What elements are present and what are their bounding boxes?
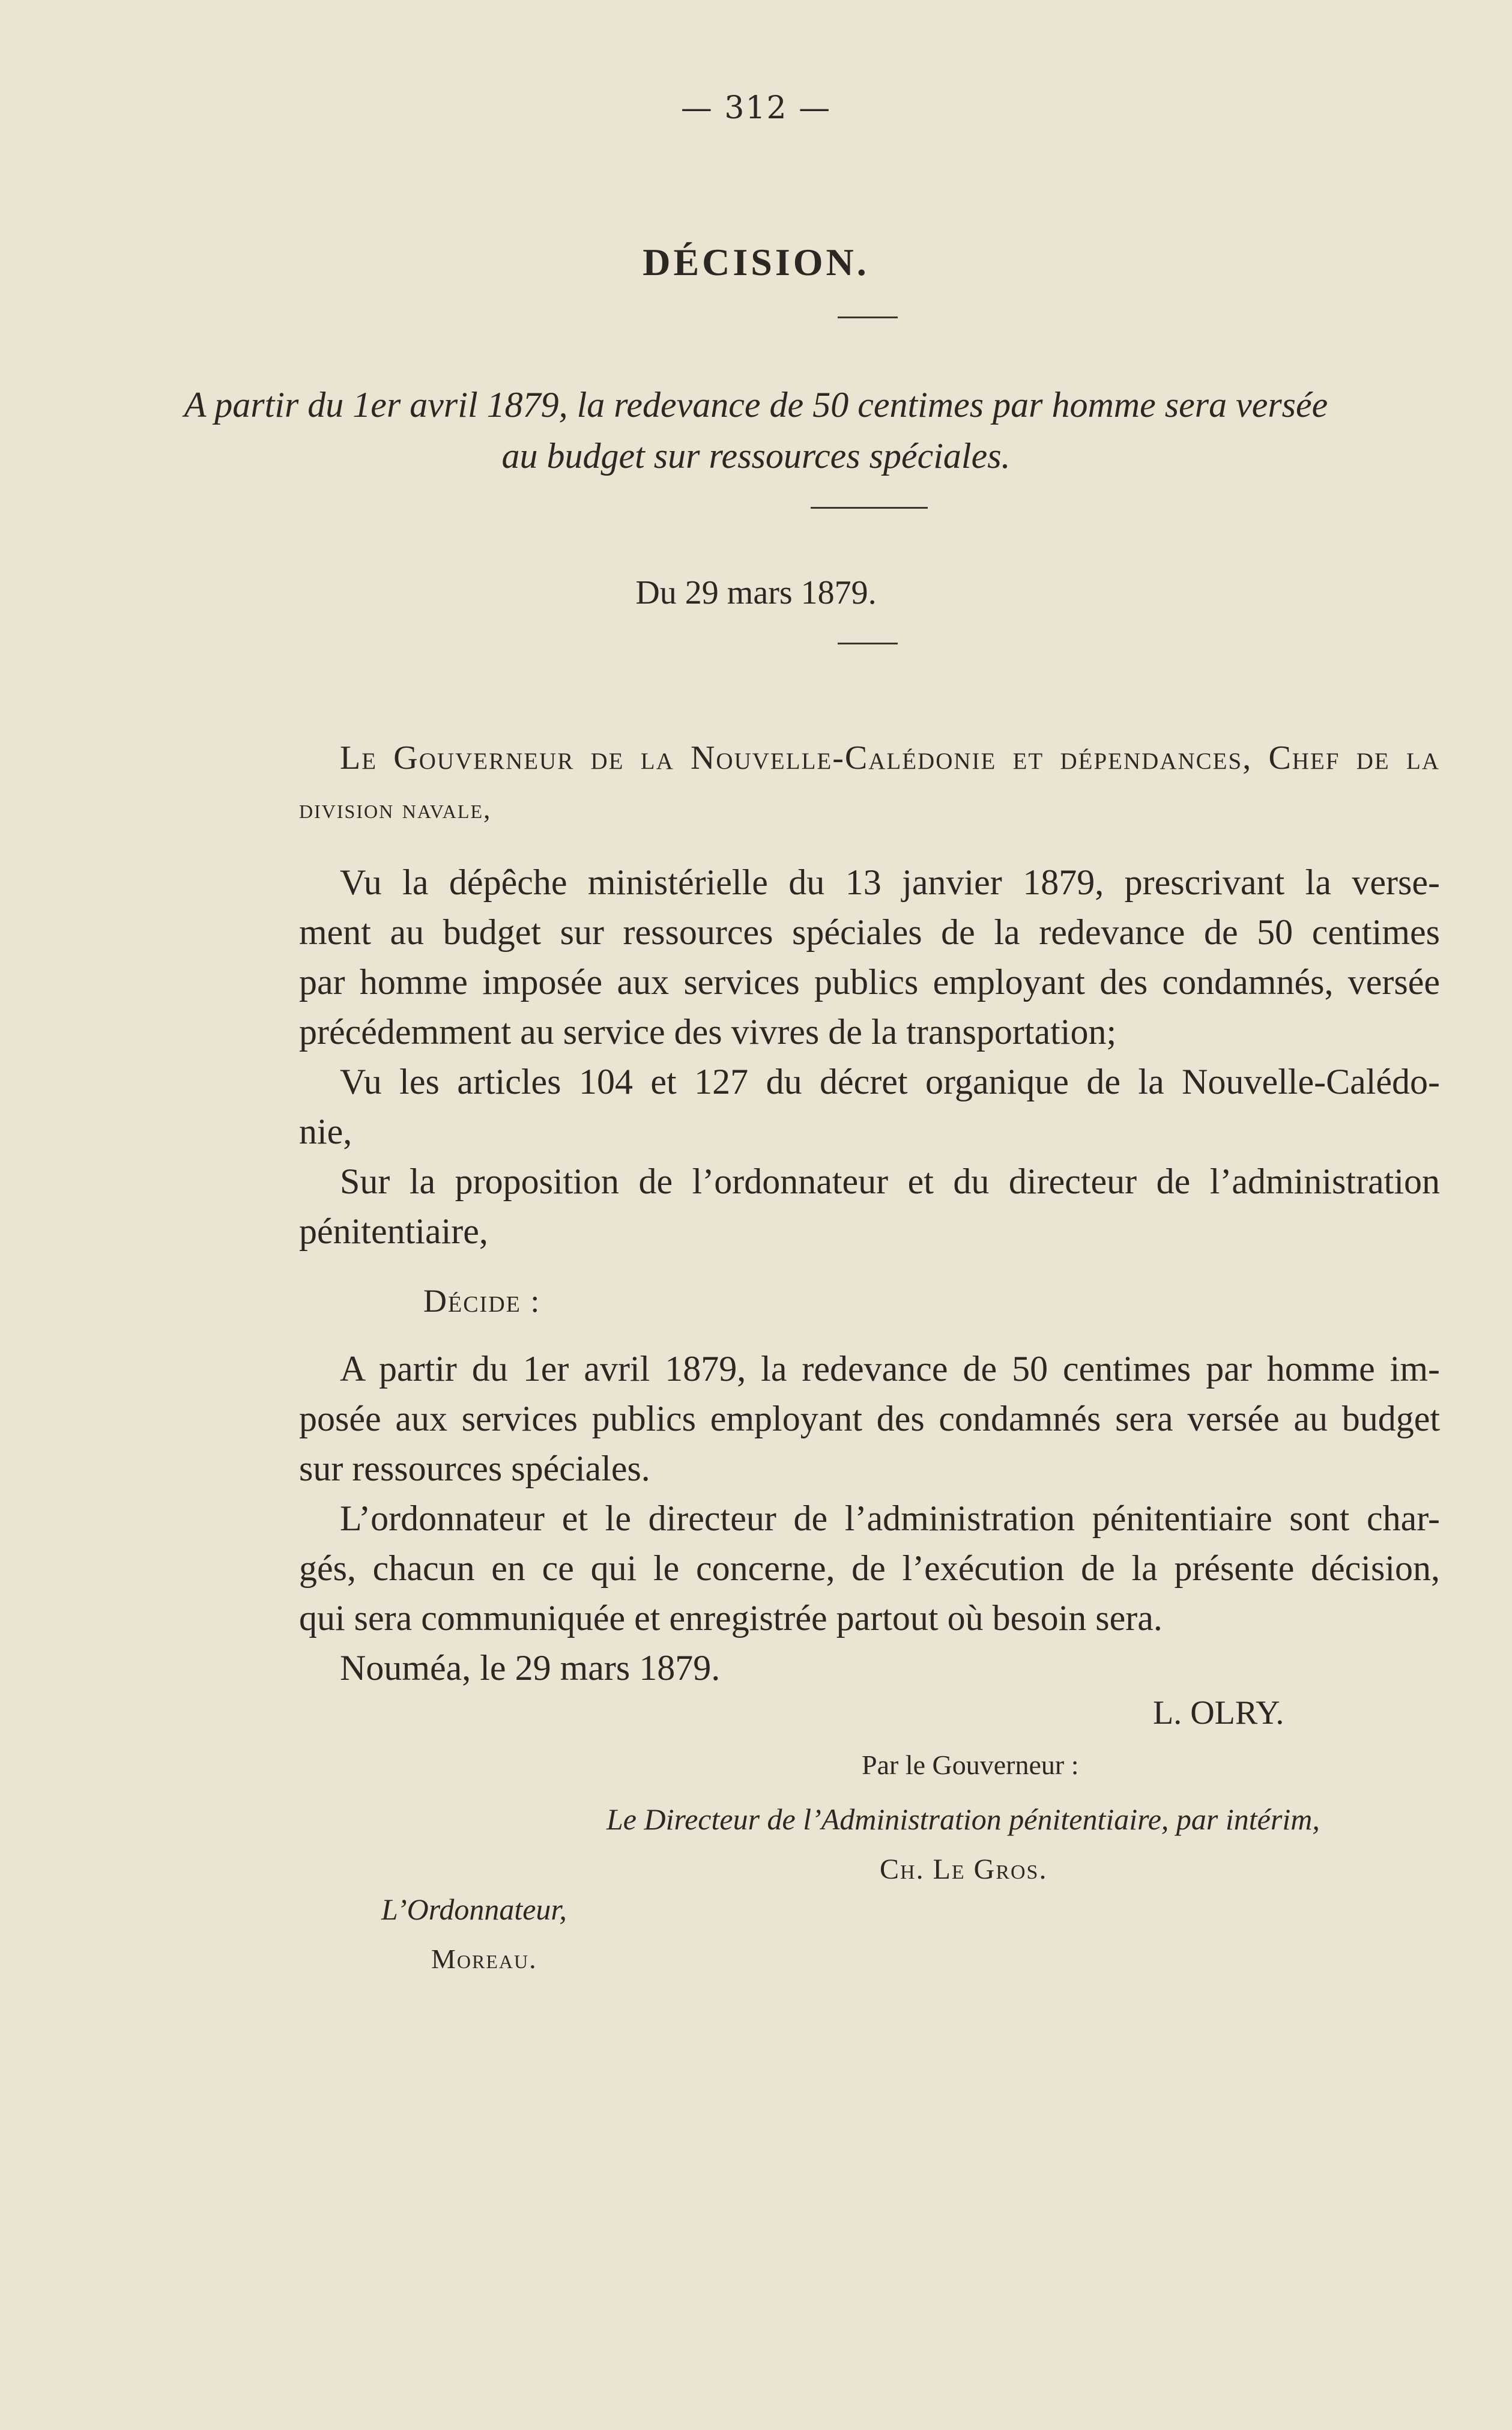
ordonnateur-name: Moreau.	[431, 1944, 537, 1974]
governor-signature: L. OLRY.	[1153, 1694, 1284, 1732]
summary-line-1: A partir du 1er avril 1879, la redevance de 50 centimes par homme sera versée	[184, 385, 1328, 425]
decision-line-7: Nouméa, le 29 mars 1879.	[340, 1648, 721, 1688]
document-title: DÉCISION.	[643, 241, 869, 283]
body-line-8: pénitentiaire,	[299, 1211, 488, 1251]
decision-date: Du 29 mars 1879.	[635, 574, 877, 611]
decide-heading: Décide :	[423, 1283, 541, 1319]
decision-line-5: gés, chacun en ce qui le concerne, de l’exécution de la présente décision,	[299, 1548, 1440, 1588]
body-line-5: Vu les articles 104 et 127 du décret organique de la Nouvelle-Calédo-	[340, 1062, 1440, 1101]
par-le-gouverneur: Par le Gouverneur :	[862, 1750, 1079, 1780]
body-line-6: nie,	[299, 1112, 352, 1151]
decision-line-1: A partir du 1er avril 1879, la redevance de 50 centimes par homme im-	[340, 1349, 1440, 1389]
summary-divider	[811, 507, 928, 509]
governor-heading-line-1: Le Gouverneur de la Nouvelle-Calédonie et dépendances, Chef de la	[340, 739, 1440, 777]
body-line-4: précédemment au service des vivres de la transportation;	[299, 1012, 1117, 1052]
body-line-1: Vu la dépêche ministérielle du 13 janvier 1879, prescrivant la verse-	[340, 862, 1440, 902]
date-divider	[838, 643, 898, 644]
body-line-7: Sur la proposition de l’ordonnateur et du directeur de l’administration	[340, 1162, 1440, 1201]
page-number: — 312 —	[680, 90, 832, 126]
governor-heading-line-2: division navale,	[299, 793, 492, 824]
summary-line-2: au budget sur ressources spéciales.	[501, 436, 1011, 476]
body-line-3: par homme imposée aux services publics employant des condamnés, versée	[299, 962, 1440, 1002]
decision-line-6: qui sera communiquée et enregistrée partout où besoin sera.	[299, 1598, 1163, 1638]
decision-line-3: sur ressources spéciales.	[299, 1449, 650, 1488]
title-divider	[838, 317, 898, 318]
directeur-title: Le Directeur de l’Administration pénitentiaire, par intérim,	[606, 1802, 1320, 1836]
body-line-2: ment au budget sur ressources spéciales de la redevance de 50 centimes	[299, 912, 1440, 952]
decision-line-2: posée aux services publics employant des condamnés sera versée au budget	[299, 1399, 1440, 1438]
ordonnateur-title: L’Ordonnateur,	[381, 1892, 567, 1926]
directeur-name: Ch. Le Gros.	[880, 1853, 1048, 1885]
decision-line-4: L’ordonnateur et le directeur de l’administration pénitentiaire sont char-	[340, 1498, 1440, 1538]
